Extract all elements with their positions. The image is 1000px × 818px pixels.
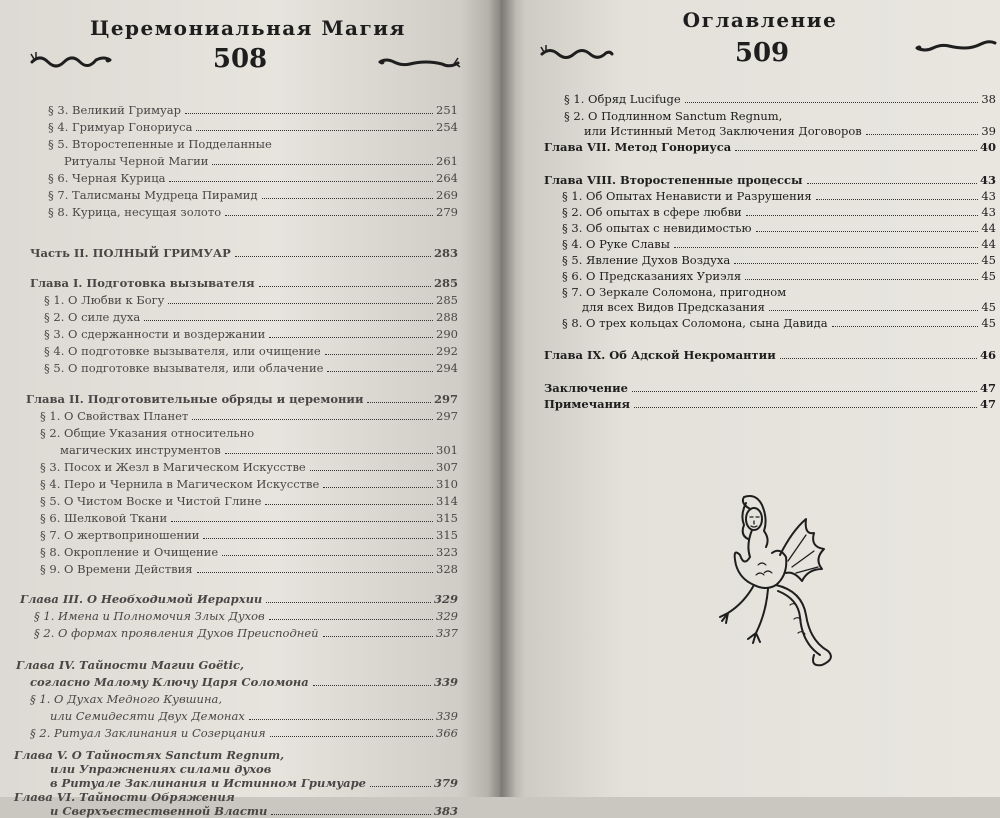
page-number: 508 [212,44,268,74]
toc-conclusion[interactable]: Заключение 47 [544,381,996,395]
toc-entry[interactable]: § 4. О Руке Славы 44 [562,237,996,251]
toc-chapter-title: Глава IV. Тайности Магии Goëtic, [16,658,244,672]
running-title: Оглавление [682,8,838,32]
serpent-ornament-icon [30,50,112,72]
toc-entry[interactable]: § 6. Черная Курица 264 [48,171,458,185]
toc-entry[interactable]: § 3. О сдержанности и воздержании 290 [44,327,458,341]
toc-entry-continued: § 1. О Духах Медного Кувшина, [30,692,223,706]
toc-entry[interactable]: § 1. О Любви к Богу 285 [44,293,458,307]
toc-chapter-title: Глава VI. Тайности Обряжения [14,790,235,804]
toc-entry[interactable]: для всех Видов Предсказания 45 [582,300,996,314]
toc-chapter[interactable]: Глава IX. Об Адской Некромантии 46 [544,348,996,362]
toc-entry[interactable]: § 8. Окропление и Очищение 323 [40,545,458,559]
page-number: 509 [734,38,790,68]
toc-entry-continued: § 5. Второстепенные и Подделанные [48,137,272,151]
toc-entry[interactable]: § 6. О Предсказаниях Уриэля 45 [562,269,996,283]
toc-chapter[interactable]: Глава VIII. Второстепенные процессы 43 [544,173,996,187]
toc-part-heading[interactable]: Часть II. ПОЛНЫЙ ГРИМУАР 283 [30,246,458,260]
toc-entry[interactable]: § 4. О подготовке вызывателя, или очищение 292 [44,344,458,358]
serpent-ornament-icon [540,44,614,64]
siren-dragon-illustration [710,495,840,685]
toc-chapter[interactable]: Глава III. О Необходимой Иерархии 329 [20,592,458,606]
toc-entry[interactable]: § 8. Курица, несущая золото 279 [48,205,458,219]
toc-entry[interactable]: § 3. Посох и Жезл в Магическом Искусстве 307 [40,460,458,474]
serpent-ornament-icon [378,52,460,74]
toc-entry-continued: § 2. Общие Указания относительно [40,426,255,440]
toc-entry[interactable]: § 4. Гримуар Гонориуса 254 [48,120,458,134]
toc-entry[interactable]: § 9. О Времени Действия 328 [40,562,458,576]
toc-entry[interactable]: § 2. Об опытах в сфере любви 43 [562,205,996,219]
toc-entry[interactable]: § 5. Явление Духов Воздуха 45 [562,253,996,267]
toc-chapter[interactable]: Глава VII. Метод Гонориуса 40 [544,140,996,154]
toc-entry-continued: § 2. О Подлинном Sanctum Regnum, [564,109,783,123]
toc-chapter[interactable]: и Сверхъестественной Власти 383 [50,804,458,818]
toc-chapter-title: Глава V. О Тайностях Sanctum Regnum, [14,748,285,762]
toc-notes[interactable]: Примечания 47 [544,397,996,411]
toc-chapter[interactable]: Глава II. Подготовительные обряды и церемонии 297 [26,392,458,406]
toc-entry[interactable]: или Семидесяти Двух Демонах 339 [50,709,458,723]
toc-entry[interactable]: § 7. О жертвоприношении 315 [40,528,458,542]
toc-entry[interactable]: § 2. Ритуал Заклинания и Созерцания 366 [30,726,458,740]
toc-entry[interactable]: § 5. О подготовке вызывателя, или облачение 294 [44,361,458,375]
toc-entry[interactable]: § 1. Имена и Полномочия Злых Духов 329 [34,609,458,623]
toc-entry[interactable]: § 3. Об опытах с невидимостью 44 [562,221,996,235]
toc-entry[interactable]: § 3. Великий Гримуар 251 [48,103,458,117]
toc-entry[interactable]: или Истинный Метод Заключения Договоров 39 [584,124,996,138]
toc-entry[interactable]: § 2. О формах проявления Духов Преисподней 337 [34,626,458,640]
toc-entry[interactable]: § 1. Обряд Lucifuge 38 [564,92,996,106]
toc-entry[interactable]: § 8. О трех кольцах Соломона, сына Давида 45 [562,316,996,330]
toc-chapter[interactable]: в Ритуале Заклинания и Истинном Гримуаре 379 [50,776,458,790]
toc-entry-continued: § 7. О Зеркале Соломона, пригодном [562,285,787,299]
toc-entry[interactable]: § 4. Перо и Чернила в Магическом Искусстве 310 [40,477,458,491]
toc-entry[interactable]: § 7. Талисманы Мудреца Пирамид 269 [48,188,458,202]
book-gutter [488,0,516,797]
toc-entry-continued: или Упражнениях силами духов [50,762,272,776]
serpent-ornament-icon [915,36,997,58]
toc-entry[interactable]: § 1. О Свойствах Планет 297 [40,409,458,423]
toc-entry[interactable]: магических инструментов 301 [60,443,458,457]
toc-entry[interactable]: § 2. О силе духа 288 [44,310,458,324]
toc-chapter[interactable]: согласно Малому Ключу Царя Соломона 339 [30,675,458,689]
toc-entry[interactable]: § 5. О Чистом Воске и Чистой Глине 314 [40,494,458,508]
toc-entry[interactable]: § 1. Об Опытах Ненависти и Разрушения 43 [562,189,996,203]
toc-entry[interactable]: § 6. Шелковой Ткани 315 [40,511,458,525]
toc-chapter[interactable]: Глава I. Подготовка вызывателя 285 [30,276,458,290]
toc-entry[interactable]: Ритуалы Черной Магии 261 [64,154,458,168]
running-title: Церемониальная Магия [90,16,406,40]
